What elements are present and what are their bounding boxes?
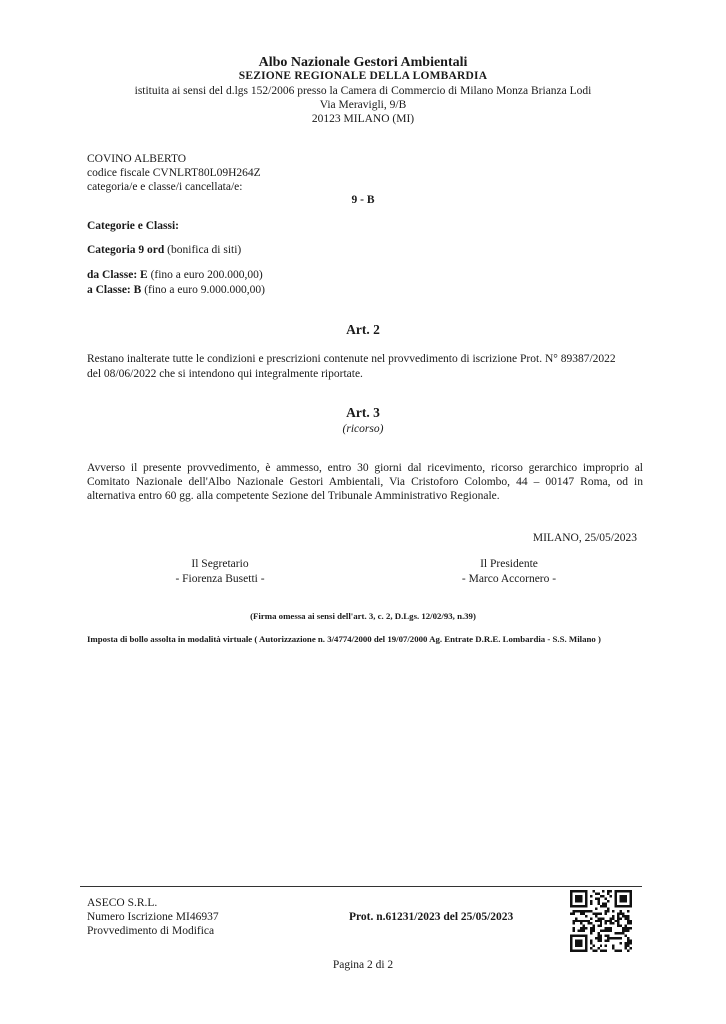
header-org: Albo Nazionale Gestori Ambientali <box>258 55 468 70</box>
art2-text-line1: Restano inalterate tutte le condizioni e prescrizioni contenute nel provvedimento di iscrizione Prot. N° 89387/2022 <box>87 353 616 365</box>
class-to-line <box>87 283 265 297</box>
class-to-amount: (fino a euro 9.000.000,00) <box>141 284 265 296</box>
footer-protocol: Prot. n.61231/2023 del 25/05/2023 <box>349 911 514 923</box>
footer-measure: Provvedimento di Modifica <box>87 925 215 937</box>
class-from-label: da Classe: E <box>87 269 148 281</box>
header-street: Via Meravigli, 9/B <box>319 99 407 111</box>
person-fiscal-code: codice fiscale CVNLRT80L09H264Z <box>87 167 261 179</box>
art3-title: Art. 3 <box>346 405 380 420</box>
footer-divider <box>80 886 642 887</box>
category-description: (bonifica di siti) <box>164 244 242 256</box>
class-from-amount: (fino a euro 200.000,00) <box>147 269 263 281</box>
signature-omitted-note: (Firma omessa ai sensi dell'art. 3, c. 2, D.Lgs. 12/02/93, n.39) <box>250 611 476 621</box>
secretary-name: - Fiorenza Busetti - <box>175 573 265 585</box>
art2-title: Art. 2 <box>346 322 380 337</box>
header-institution: istituita ai sensi del d.lgs 152/2006 presso la Camera di Commercio di Milano Monza Brianza Lodi <box>134 85 592 97</box>
page-number: Pagina 2 di 2 <box>332 959 394 971</box>
category-line <box>87 243 241 257</box>
header-section: SEZIONE REGIONALE DELLA LOMBARDIA <box>238 70 488 82</box>
art3-subtitle: (ricorso) <box>342 423 384 435</box>
categories-title: Categorie e Classi: <box>87 220 179 232</box>
footer-registration: Numero Iscrizione MI46937 <box>87 911 219 923</box>
cancelled-label: categoria/e e classe/i cancellata/e: <box>87 181 243 193</box>
person-name: COVINO ALBERTO <box>87 153 187 165</box>
art2-text-line2: del 08/06/2022 che si intendono qui integralmente riportate. <box>87 368 363 380</box>
stamp-duty-note: Imposta di bollo assolta in modalità virtuale ( Autorizzazione n. 3/4774/2000 del 19/07/2000 Ag. Entrate D.R.E. Lombardia - S.S. Milano ) <box>87 634 601 644</box>
category-code: Categoria 9 ord <box>87 244 165 256</box>
footer-company: ASECO S.R.L. <box>87 897 158 909</box>
president-role: Il Presidente <box>480 558 538 570</box>
secretary-role: Il Segretario <box>191 558 249 570</box>
place-date: MILANO, 25/05/2023 <box>532 532 637 544</box>
class-to-label: a Classe: B <box>87 284 142 296</box>
art3-text: Avverso il presente provvedimento, è ammesso, entro 30 giorni dal ricevimento, ricorso gerarchico improprio al Comitato Nazionale dell'Albo Nazionale Gestori Ambientali, Via Cristoforo Colombo, 44 – 00147 Roma, od in alternativa entro 60 gg. alla competente Sezione del Tribunale Amministrativo Regionale. <box>87 462 643 502</box>
president-name: - Marco Accornero - <box>461 573 557 585</box>
class-from-line <box>87 268 263 282</box>
qr-code-icon <box>570 890 632 952</box>
cancelled-value: 9 - B <box>351 194 375 206</box>
header-city: 20123 MILANO (MI) <box>311 113 415 125</box>
